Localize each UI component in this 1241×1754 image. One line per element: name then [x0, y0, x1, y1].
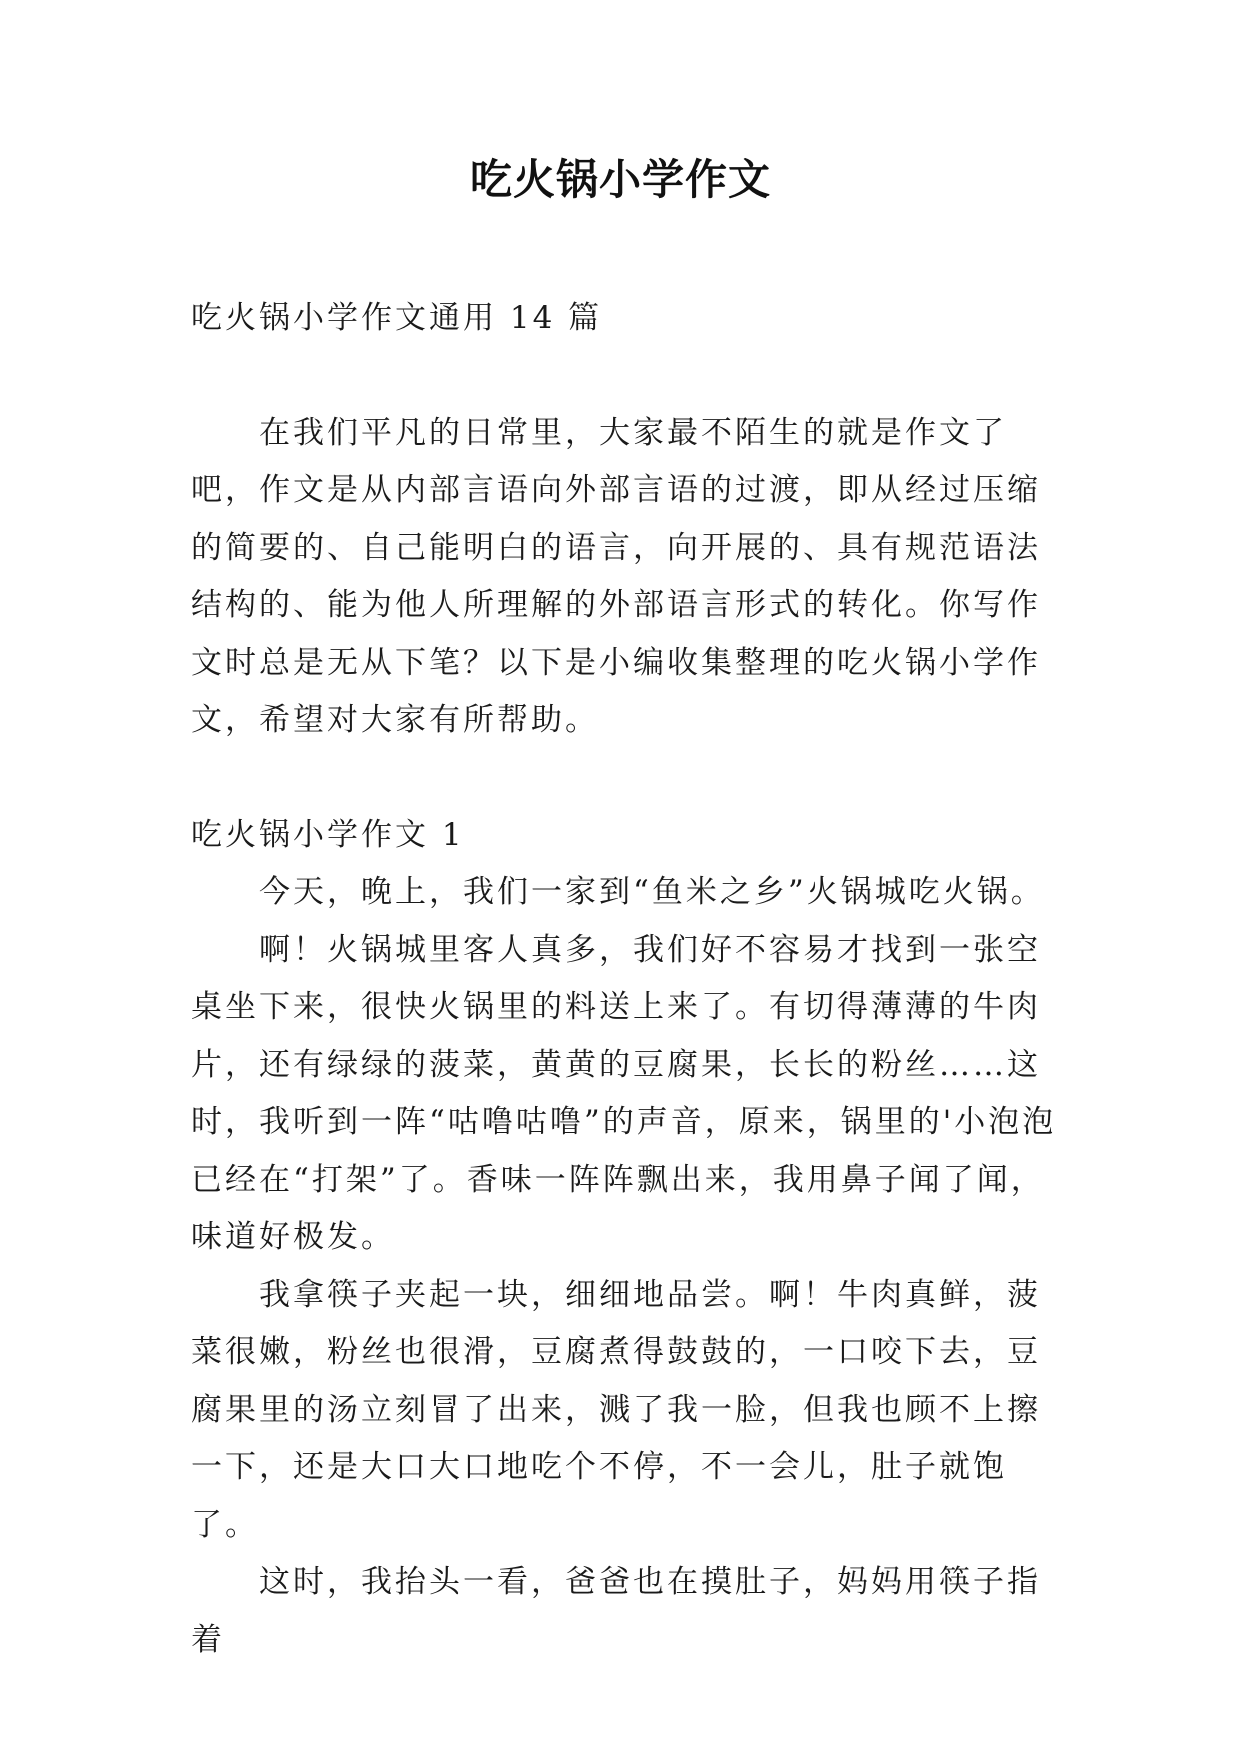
document-title: 吃火锅小学作文: [469, 155, 771, 204]
body-paragraph: 我拿筷子夹起一块，细细地品尝。啊！牛肉真鲜，菠菜很嫩，粉丝也很滑，豆腐煮得鼓鼓的，一口咬下去，豆腐果里的汤立刻冒了出来，溅了我一脸，但我也顾不上擦一下，还是大口大口地吃个不停，不一会儿，肚子就饱了。: [191, 1276, 1041, 1543]
spacer: [191, 750, 1071, 807]
body-paragraph: 啊！火锅城里客人真多，我们好不容易才找到一张空桌坐下来，很快火锅里的料送上来了。有切得薄薄的牛肉片，还有绿绿的菠菜，黄黄的豆腐果，长长的粉丝……这时，我听到一阵“咕噜咕噜”的声音，原来，锅里的'小泡泡已经在“打架”了。香味一阵阵飘出来，我用鼻子闻了闻，味道好极发。: [191, 931, 1057, 1255]
spacer: [191, 348, 1071, 405]
body-paragraph: 这时，我抬头一看，爸爸也在摸肚子，妈妈用筷子指着: [191, 1564, 1041, 1658]
document-subtitle: 吃火锅小学作文通用 14 篇: [191, 300, 603, 336]
body-paragraph: 今天，晚上，我们一家到“鱼米之乡”火锅城吃火锅。: [259, 874, 1045, 910]
intro-paragraph: 在我们平凡的日常里，大家最不陌生的就是作文了吧，作文是从内部言语向外部言语的过渡，即从经过压缩的简要的、自己能明白的语言，向开展的、具有规范语法结构的、能为他人所理解的外部语言形式的转化。你写作文时总是无从下笔？以下是小编收集整理的吃火锅小学作文，希望对大家有所帮助。: [191, 414, 1041, 738]
document-body: [191, 290, 1071, 1669]
section-heading: 吃火锅小学作文 1: [191, 816, 465, 853]
